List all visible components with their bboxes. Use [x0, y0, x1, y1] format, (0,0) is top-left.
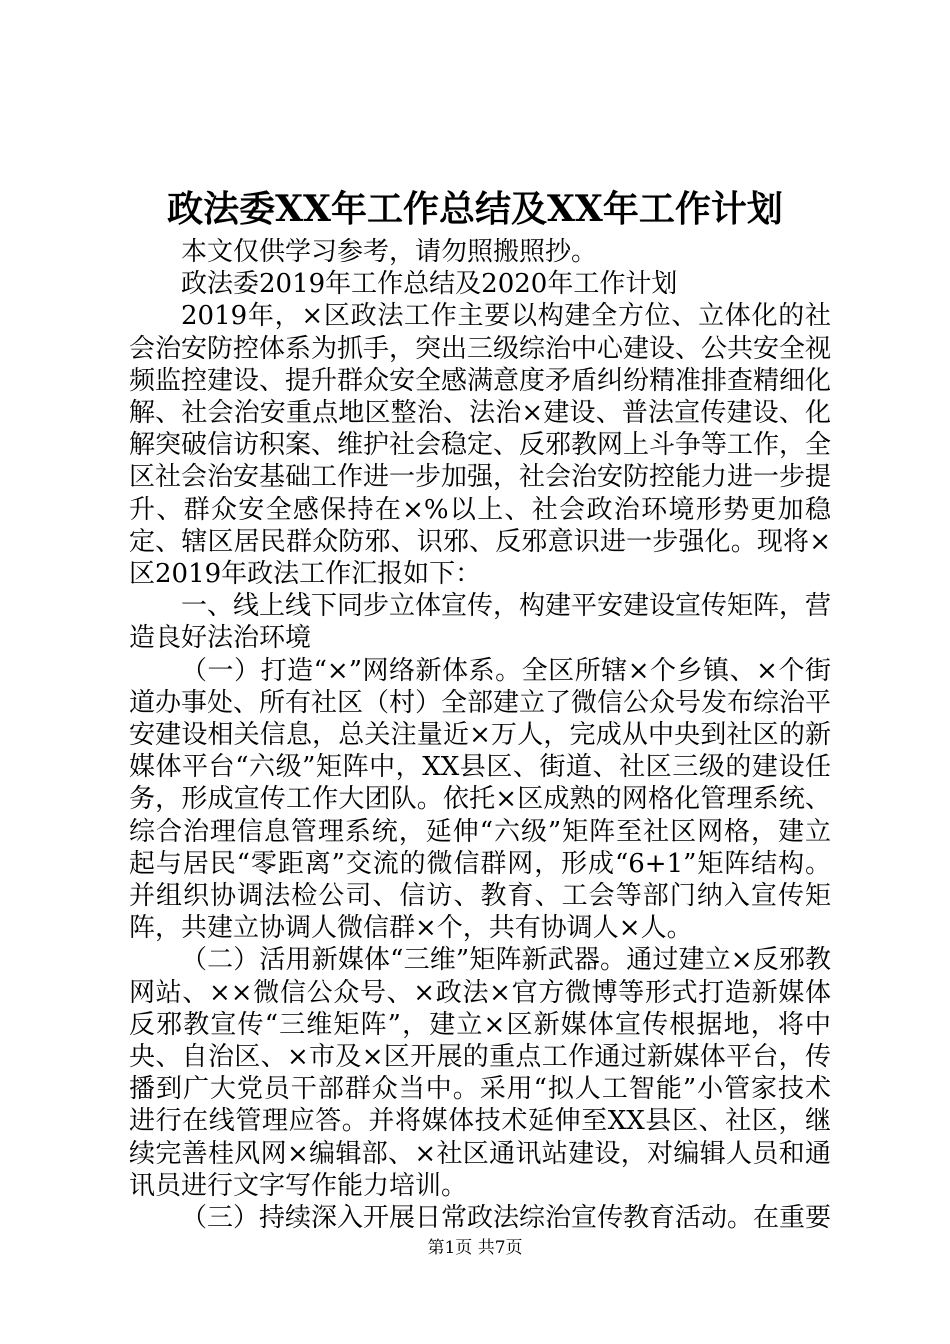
page-footer: 第1页 共7页 — [427, 1238, 523, 1258]
document-title: 政法委XX年工作总结及XX年工作计划 — [167, 188, 783, 230]
document-body — [129, 236, 831, 1234]
subtitle-paragraph: 政法委2019年工作总结及2020年工作计划 — [181, 269, 678, 300]
disclaimer-paragraph: 本文仅供学习参考，请勿照搬照抄。 — [181, 237, 598, 267]
body-paragraph-3: （三）持续深入开展日常政法综治宣传教育活动。在重要 — [181, 1203, 832, 1234]
body-paragraph-2: （二）活用新媒体“三维”矩阵新武器。通过建立×反邪教网站、××微信公众号、×政法×官方微博等形式打造新媒体反邪教宣传“三维矩阵”，建立×区新媒体宣传根据地，将中央、自治区、×市及×区开展的重点工作通过新媒体平台，传播到广大党员干部群众当中。采用“拟人工智能”小管家技术进行在线管理应答。并将媒体技术延伸至XX县区、社区，继续完善桂风网×编辑部、×社区通讯站建设，对编辑人员和通讯员进行文字写作能力培训。 — [129, 945, 831, 1201]
intro-paragraph: 2019年，×区政法工作主要以构建全方位、立体化的社会治安防控体系为抓手，突出三级综治中心建设、公共安全视频监控建设、提升群众安全感满意度矛盾纠纷精准排查精细化解、社会治安重点地区整治、法治×建设、普法宣传建设、化解突破信访积案、维护社会稳定、反邪教网上斗争等工作，全区社会治安基础工作进一步加强，社会治安防控能力进一步提升、群众安全感保持在×%以上、社会政治环境形势更加稳定、辖区居民群众防邪、识邪、反邪意识进一步强化。现将×区2019年政法工作汇报如下： — [129, 301, 832, 590]
section-heading-1: 一、线上线下同步立体宣传，构建平安建设宣传矩阵，营造良好法治环境 — [129, 591, 832, 654]
body-paragraph-1: （一）打造“×”网络新体系。全区所辖×个乡镇、×个街道办事处、所有社区（村）全部建立了微信公众号发布综治平安建设相关信息，总关注量近×万人，完成从中央到社区的新媒体平台“六级”矩阵中，XX县区、街道、社区三级的建设任务，形成宣传工作大团队。依托×区成熟的网格化管理系统、综合治理信息管理系统，延伸“六级”矩阵至社区网格，建立起与居民“零距离”交流的微信群网，形成“6+1”矩阵结构。并组织协调法检公司、信访、教育、工会等部门纳入宣传矩阵，共建立协调人微信群×个，共有协调人×人。 — [129, 655, 832, 944]
